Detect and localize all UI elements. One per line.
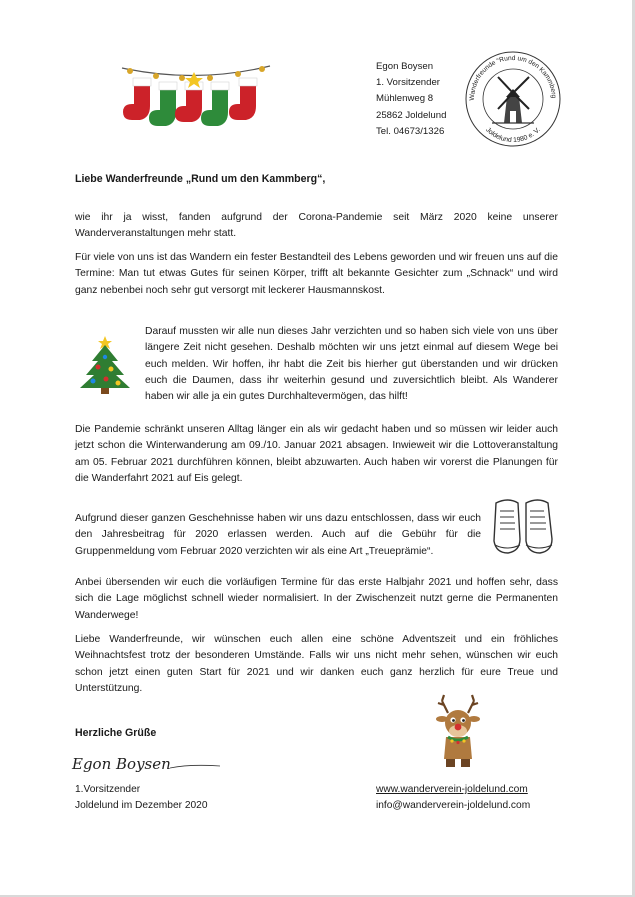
footer-role: 1.Vorsitzender (75, 784, 141, 795)
website-link[interactable]: www.wanderverein-joldelund.com (376, 784, 528, 795)
sender-address (376, 59, 446, 140)
seal-bottom-text: Joldelund 1980 e. V. (484, 126, 542, 145)
club-seal-icon (462, 47, 564, 147)
reindeer-icon (432, 693, 484, 769)
paragraph-6: Anbei übersenden wir euch die vorläufigen Termine für das erste Halbjahr 2021 und hoffen sehr, dass sich die Lage möglichst schnell wieder normalisiert. In der Zwischenzeit nutzt gerne die Permanenten Wanderwege! (75, 577, 558, 621)
windmill-icon (492, 77, 534, 123)
paragraph-1: wie ihr ja wisst, fanden aufgrund der Corona-Pandemie seit März 2020 keine unserer Wanderveranstaltungen mehr statt. (75, 212, 558, 240)
sender-street: Mühlenweg 8 (376, 93, 434, 105)
letter-closing: Herzliche Grüße (75, 727, 157, 739)
sender-city: 25862 Joldelund (376, 109, 447, 121)
sender-name: Egon Boysen (376, 61, 434, 72)
footer-left (75, 782, 208, 814)
handwritten-signature (70, 750, 230, 778)
svg-text:Wanderfreunde "Rund um den Kam (462, 47, 557, 101)
email-address[interactable]: info@wanderverein-joldelund.com (376, 800, 531, 812)
seal-top-text: Wanderfreunde "Rund um den Kammberg (468, 54, 558, 101)
sender-phone: Tel. 04673/1326 (376, 125, 445, 137)
hiking-shoes-icon (490, 495, 556, 557)
stockings-icon (120, 58, 272, 134)
footer-right (376, 782, 530, 814)
paragraph-5: Aufgrund dieser ganzen Geschehnisse haben wir uns dazu entschlossen, dass wir euch den Jahresbeitrag für 2020 erlassen werden. Auch auf die Gebühr für die Gruppenmeldung vom Februar 2020 verzichten wir als eine Art „Treueprämie“. (75, 513, 481, 557)
paragraph-3: Darauf mussten wir alle nun dieses Jahr verzichten und so haben sich viele von uns über längere Zeit nicht gesehen. Deshalb möchten wir uns jetzt einmal auf diesem Wege bei euch melden. Wir hoffen, ihr habt die Zeit bis hierher gut überstanden und wir drücken euch die Daumen, dass ihr weiterhin gesund und zuversichtlich bleibt. Als Wanderer haben wir alle ja ein gutes Durchhaltevermögen, das hilft! (145, 326, 558, 403)
svg-text:Egon Boysen: Egon Boysen (72, 755, 171, 773)
paragraph-4: Die Pandemie schränkt unseren Alltag länger ein als wir gedacht haben und so müssen wir leider auch jetzt schon die Winterwanderung am 09./10. Januar 2021 absagen. Inwieweit wir die Lottoveranstaltung am 05. Februar 2021 durchführen können, bleibt abzuwarten. Auch haben wir vorerst die Planungen für die Wanderfahrt 2021 auf Eis gelegt. (75, 424, 558, 484)
letter-greeting: Liebe Wanderfreunde „Rund um den Kammberg“, (75, 173, 326, 185)
sender-role: 1. Vorsitzender (376, 77, 440, 89)
paragraph-2: Für viele von uns ist das Wandern ein fester Bestandteil des Lebens geworden und wir freuen uns auf die Termine: Man tut etwas Gutes für seinen Körper, trifft alt bekannte Gesichter zum „Schnack“ und wird ganz nebenbei noch sehr gut versorgt mit leckerer Hausmannskost. (75, 252, 558, 296)
paragraph-7: Liebe Wanderfreunde, wir wünschen euch allen eine schöne Adventszeit und ein fröhliches Weihnachtsfest trotz der besonderen Umstände. Falls wir uns nicht mehr sehen, wünschen wir euch schon jetzt einen guten Start für 2021 und wir danken euch ganz herzlich für eure Treue und Unterstützung. (75, 634, 558, 694)
footer-place-date: Joldelund im Dezember 2020 (75, 800, 208, 812)
christmas-tree-icon (78, 333, 132, 395)
